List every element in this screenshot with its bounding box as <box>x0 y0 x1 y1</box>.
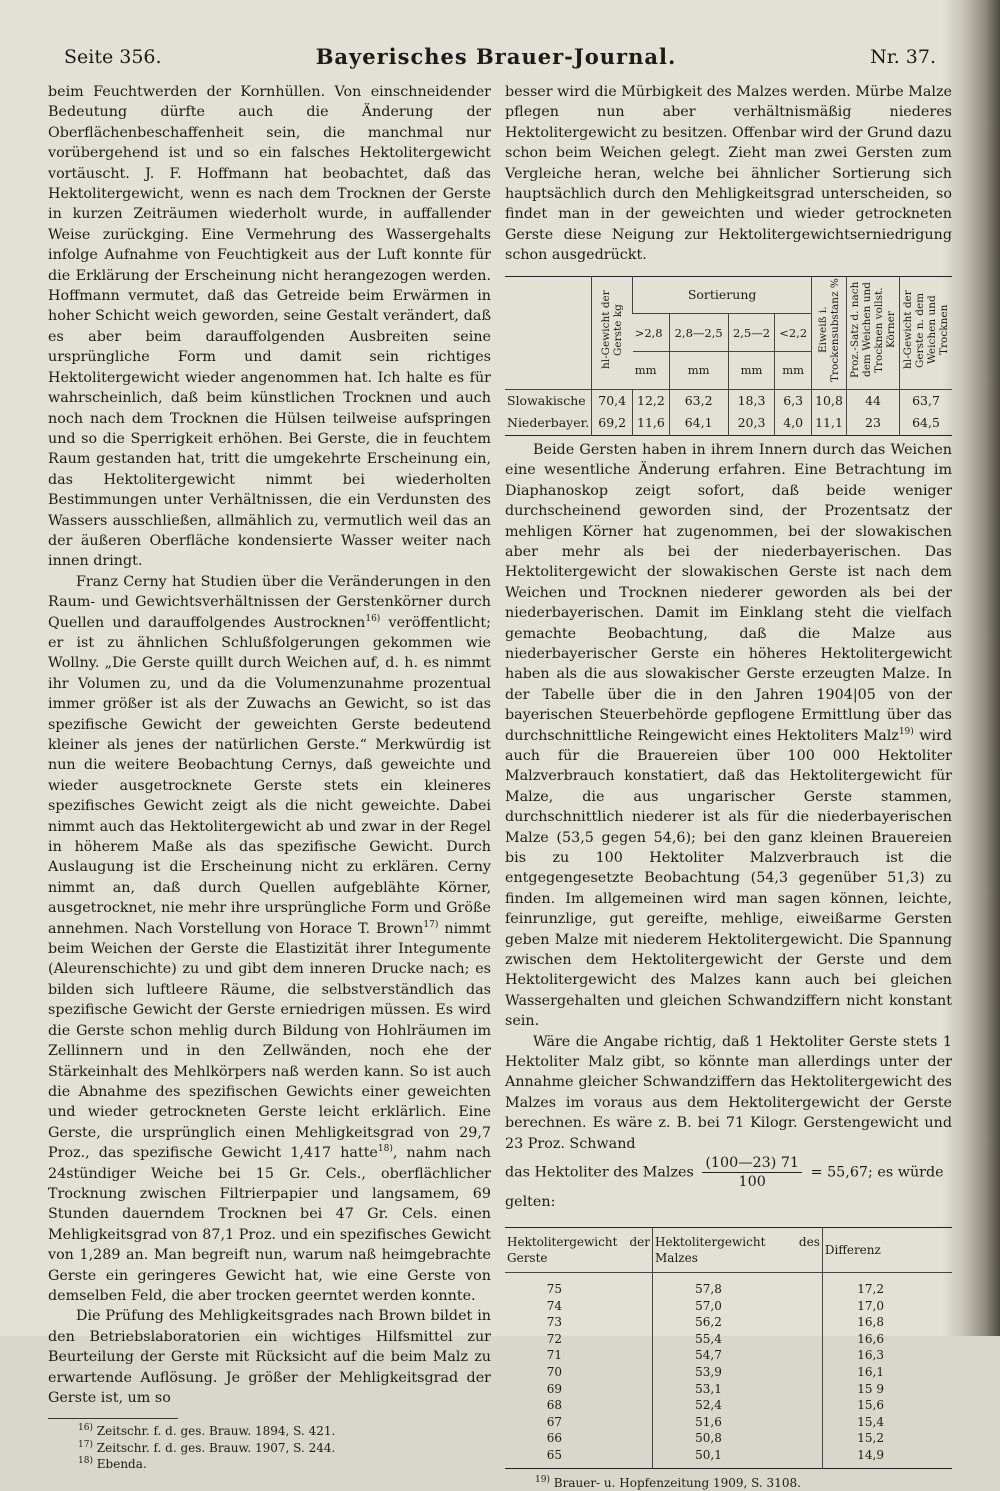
table-cell: 15,6 <box>822 1397 952 1414</box>
paragraph: Beide Gersten haben in ihrem Innern durch das Weichen eine wesentliche Änderung erfahren. Eine Betrachtung im Diaphanoskop zeigt sofort, daß beide weniger durchscheinend geworden sind, der Prozentsatz der mehligen Körner hat zugenommen, bei der slowakischen aber mehr als bei der niederbayerischen. Das Hektolitergewicht der slowakischen Gerste ist nach dem Weichen und Trocknen niederer geworden als bei der niederbayerischen. Damit im Einklang steht die vielfach gemachte Beobachtung, daß die Malze aus niederbayerischer Gerste ein höheres Hektolitergewicht haben als die aus slowakischer Gerste erzeugten Malze. In der Tabelle über die in den Jahren 1904|05 von der bayerischen Steuerbehörde gepflogene Ermittlung über das durchschnittliche Reingewicht eines Hektoliters Malz$^{19)}$ wird auch für die Brauereien über 100 000 Hektoliter Malzverbrauch konstatiert, daß das Hektolitergewicht für Malze, die aus ungarischer Gerste stammen, durchschnittlich niederer ist als für die niederbayerischen Malze (53,5 gegen 54,6); bei den ganz kleinen Brauereien bis zu 100 Hektoliter Malzverbrauch ist die entgegengesetzte Beobachtung (54,3 gegenüber 51,3) zu finden. Im allgemeinen wird man sagen können, leichte, feinrunzlige, gut gereifte, mehlige, eiweißarme Gersten geben Malze mit niederem Hektolitergewicht. Die Spannung zwischen dem Hektolitergewicht der Gerste und dem Hektolitergewicht des Malzes kann auch bei gleichen Wassergehalten und gleichen Schwandziffern nicht konstant sein. <box>505 441 952 1030</box>
table-cell: 15 9 <box>822 1381 952 1398</box>
table-cell: 69 <box>546 1381 562 1396</box>
page-header <box>56 40 936 74</box>
table-cell: 71 <box>546 1348 562 1363</box>
table-cell: 16,1 <box>822 1364 952 1381</box>
column-header: hl-Gewicht der Gerste n. dem Weichen und Trocknen <box>902 290 950 370</box>
conversion-table <box>505 1227 952 1469</box>
table-cell: 73 <box>546 1315 562 1330</box>
table-cell: 14,9 <box>822 1447 952 1468</box>
table-cell: 53,9 <box>653 1364 823 1381</box>
table-cell: 65 <box>546 1448 562 1463</box>
footnote-rule <box>48 1418 178 1419</box>
table-row: Slowakische 70,4 12,2 63,2 18,3 6,3 10,8 44 63,7 <box>505 390 952 413</box>
unit-label: mm <box>775 352 812 390</box>
table-cell: 16,6 <box>822 1331 952 1348</box>
column-subheader: 2,5—2 <box>728 314 775 352</box>
table-row <box>505 1430 952 1447</box>
page-number: Seite 356. <box>64 46 162 68</box>
table-row: Niederbayer. 69,2 11,6 64,1 20,3 4,0 11,1 23 64,5 <box>505 412 952 435</box>
table-cell: 74 <box>546 1298 562 1313</box>
table-cell: 16,3 <box>822 1347 952 1364</box>
table-cell: 53,1 <box>653 1381 823 1398</box>
column-subheader: <2,2 <box>775 314 812 352</box>
table-cell: 68 <box>546 1398 562 1413</box>
column-header: hl-Gewicht der Gerste kg <box>600 290 625 370</box>
issue-number: Nr. 37. <box>870 46 936 68</box>
table-cell: 66 <box>546 1431 562 1446</box>
table-cell: 70 <box>546 1365 562 1380</box>
column-header: Sortierung <box>633 276 812 314</box>
left-column <box>48 82 491 1473</box>
paragraph: Wäre die Angabe richtig, daß 1 Hektoliter Gerste stets 1 Hektoliter Malz gibt, so könnte man allerdings unter der Annahme gleicher Schwandziffern das Hektolitergewicht des Malzes im voraus aus dem Hektolitergewicht der Gerste berechnen. Es wäre z. B. bei 71 Kilogr. Gerstengewicht und 23 Proz. Schwand <box>505 1033 952 1152</box>
table-row <box>505 1331 952 1348</box>
sorting-table <box>505 276 952 436</box>
paragraph: Die Prüfung des Mehligkeitsgrades nach Brown bildet in den Betriebslaboratorien ein wichtiges Hilfsmittel zur Beurteilung der Gerste mit Rücksicht auf die beim Malz zu erwartende Auflösung. Je größer der Mehligkeitsgrad der Gerste ist, um so <box>48 1308 491 1406</box>
table-cell: 50,1 <box>653 1447 823 1468</box>
table-cell: 15,2 <box>822 1430 952 1447</box>
column-subheader: >2,8 <box>633 314 669 352</box>
table-row <box>505 1273 952 1298</box>
column-subheader: 2,8—2,5 <box>669 314 728 352</box>
table-row <box>505 1381 952 1398</box>
table-cell: 17,0 <box>822 1298 952 1315</box>
table-cell: 72 <box>546 1331 562 1346</box>
table-cell: 52,4 <box>653 1397 823 1414</box>
column-header: Differenz <box>822 1228 952 1273</box>
footnote: $^{19)}$ Brauer- u. Hopfenzeitung 1909, S. 3108. <box>535 1474 801 1490</box>
table-row <box>505 1347 952 1364</box>
table-cell: 16,8 <box>822 1314 952 1331</box>
table-cell: 57,8 <box>653 1273 823 1298</box>
table-cell: 54,7 <box>653 1347 823 1364</box>
footnote: $^{18)}$ Ebenda. <box>78 1456 147 1472</box>
table-row <box>505 1397 952 1414</box>
table-row <box>505 1364 952 1381</box>
table-cell: 15,4 <box>822 1414 952 1431</box>
column-header: Proz.-Satz d. nach dem Weichen und Trocknen vollst. Körner <box>849 281 897 378</box>
table-row <box>505 1298 952 1315</box>
table-cell: 57,0 <box>653 1298 823 1315</box>
table-cell: 51,6 <box>653 1414 823 1431</box>
footnote: $^{16)}$ Zeitschr. f. d. ges. Brauw. 1894, S. 421. <box>78 1423 336 1439</box>
paragraph: beim Feuchtwerden der Kornhüllen. Von einschneidender Bedeutung dürfte auch die Änderung der Oberflächenbeschaffenheit sein, die manchmal nur vorübergehend ist und so ein falsches Hektolitergewicht vortäuscht. J. F. Hoffmann hat beobachtet, daß das Hektolitergewicht, wenn es nach dem Trocknen der Gerste in kurzen Zeiträumen wiederholt wurde, in auffallender Weise zurückging. Eine Vermehrung des Wassergehalts infolge Aufnahme von Feuchtigkeit aus der Luft konnte für die Erklärung der Erscheinung nicht herangezogen werden. Hoffmann vermutet, daß das Getreide beim Erwärmen in hoher Schicht weich geworden, seine Gestalt verändert, daß es aber beim darauffolgenden Ausbreiten seine ursprüngliche Form und damit sein richtiges Hektolitergewicht wieder angenommen hat. Ich halte es für wahrscheinlich, daß beim künstlichen Trocknen und auch noch nach dem Trocknen die Hülsen teilweise aufspringen und so die Sperrigkeit erhöhen. Bei Gerste, die in feuchtem Raum gestanden hat, tritt die umgekehrte Erscheinung ein, das Hektolitergewicht nimmt bei wiederholten Bestimmungen unter Verhältnissen, die ein Verdunsten des Wassers ausschließen, allmählich zu, vermutlich weil das an der äußeren Oberfläche kondensierte Wasser weiter nach innen dringt. <box>48 84 491 570</box>
table-cell: 55,4 <box>653 1331 823 1348</box>
table-row <box>505 1414 952 1431</box>
fraction: $\frac{(100—23) 71}{100}$ <box>702 1154 802 1191</box>
paragraph: Franz Cerny hat Studien über die Veränderungen in den Raum- und Gewichtsverhältnissen der Gerstenkörner durch Quellen und darauffolgendes Austrocknen$^{16)}$ veröffentlicht; er ist zu ähnlichen Schlußfolgerungen gekommen wie Wollny. „Die Gerste quillt durch Weichen auf, d. h. es nimmt ihr Volumen zu, und da die Volumenzunahme prozentual immer größer ist als der Zuwachs an Gewicht, so ist das spezifische Gewicht der geweichten Gerste bedeutend kleiner als jenes der natürlichen Gerste.“ Merkwürdig ist nun die weitere Beobachtung Cernys, daß geweichte und wieder ausgetrocknete Gerste stets ein kleineres spezifisches Gewicht zeigt als die nicht geweichte. Dabei nimmt auch das Hektolitergewicht ab und zwar in der Regel in höherem Maße als das spezifische Gewicht. Durch Auslaugung ist die Erscheinung nicht zu erklären. Cerny nimmt an, daß durch Quellen aufgeblähte Körner, ausgetrocknet, nie mehr ihre ursprüngliche Form und Größe annehmen. Nach Vorstellung von Horace T. Brown$^{17)}$ nimmt beim Weichen der Gerste die Elastizität ihrer Integumente (Aleurenschichte) zu und gibt dem inneren Drucke nach; es bilden sich luftleere Räume, die selbstverständlich das spezifische Gewicht der Gerste erniedrigen müssen. Es wird die Gerste schon mehlig durch Bildung von Hohlräumen im Zellinnern und in den Zellwänden, noch ehe der Stärkeinhalt des Mehlkörpers naß werden kann. So ist auch die Abnahme des spezifischen Gewichts einer geweichten und wieder getrockneten Gerste leicht erklärlich. Eine Gerste, die ursprünglich einen Mehligkeitsgrad von 29,7 Proz., das spezifische Gewicht 1,417 hatte$^{18)}$, nahm nach 24stündiger Weiche bei 15 Gr. Cels., oberflächlicher Trocknung zwischen Filtrierpapier und langsamem, 69 Stunden dauerndem Trocknen bei 47 Gr. Cels. einen Mehligkeitsgrad von 87,1 Proz. und ein spezifisches Gewicht von 1,289 an. Man begreift nun, warum naß heimgebrachte Gerste ein geringeres Gewicht hat, wie eine Gerste von demselben Feld, die aber trocken geerntet werden konnte. <box>48 573 491 1304</box>
table-cell: 75 <box>546 1282 562 1297</box>
right-column <box>505 82 952 1491</box>
table-row <box>505 1314 952 1331</box>
journal-title: Bayerisches Brauer-Journal. <box>315 44 677 69</box>
table-cell: 50,8 <box>653 1430 823 1447</box>
conversion-table-body <box>505 1273 952 1469</box>
footnote: $^{17)}$ Zeitschr. f. d. ges. Brauw. 1907, S. 244. <box>78 1439 336 1455</box>
column-header: Eiweiß i. Trockensubstanz % <box>817 277 841 382</box>
table-cell: 17,2 <box>822 1273 952 1298</box>
table-cell: 56,2 <box>653 1314 823 1331</box>
unit-label: mm <box>669 352 728 390</box>
column-header: Hektolitergewicht des Malzes <box>653 1228 823 1273</box>
paragraph: besser wird die Mürbigkeit des Malzes werden. Mürbe Malze pflegen nun aber verhältnismäßig niederes Hektolitergewicht zu besitzen. Offenbar wird der Grund dazu schon beim Weichen gelegt. Zieht man zwei Gersten zum Vergleiche heran, welche bei ähnlicher Sortierung sich hauptsächlich durch den Mehligkeitsgrad unterscheiden, so findet man in der geweichten und wieder getrockneten Gerste diese Neigung zur Hektolitergewichtserniedrigung schon ausgedrückt. <box>505 84 952 264</box>
unit-label: mm <box>728 352 775 390</box>
table-cell: 67 <box>546 1414 562 1429</box>
formula-line: das Hektoliter des Malzes $\frac{(100—23) 71}{100}$ = 55,67; es würde gelten: <box>505 1155 944 1211</box>
table-row <box>505 1447 952 1468</box>
column-header: Hektolitergewicht der Gerste <box>505 1228 653 1273</box>
unit-label: mm <box>633 352 669 390</box>
